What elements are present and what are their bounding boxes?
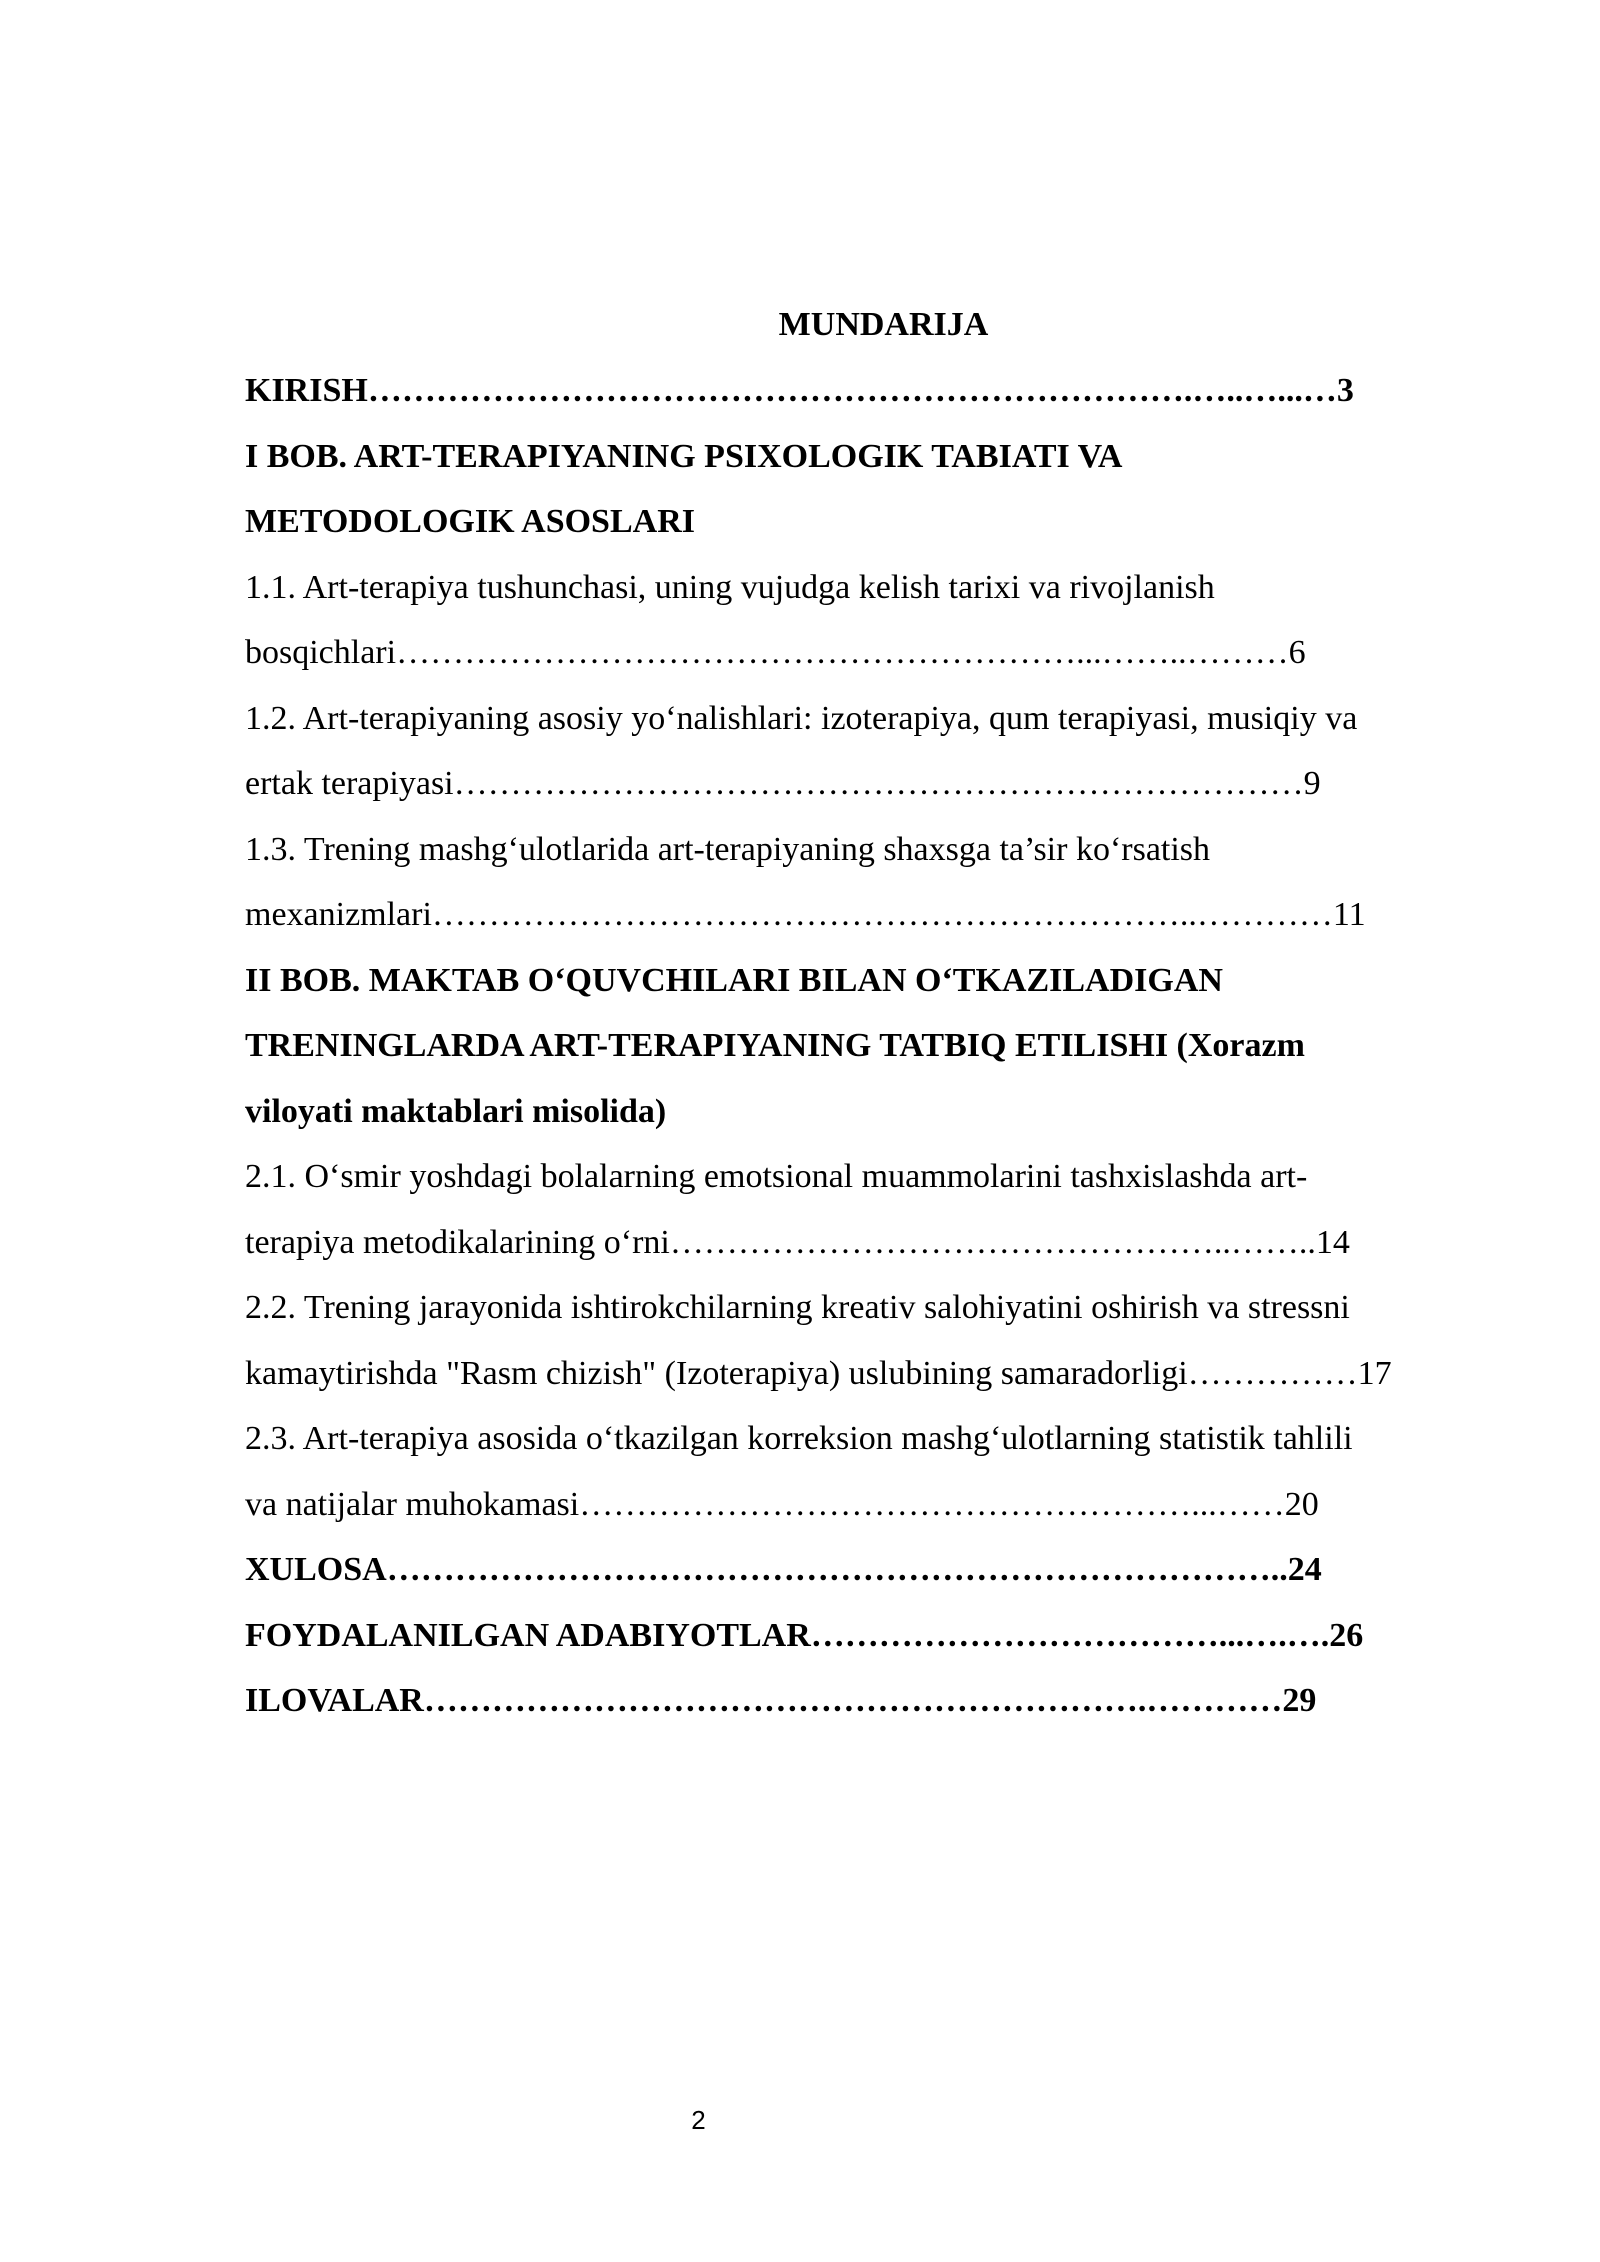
toc-line: 2.3. Art-terapiya asosida o‘tkazilgan korreksion mashg‘ulotlarning statistik tahlili xyxy=(245,1420,1353,1457)
toc-line: II BOB. MAKTAB O‘QUVCHILARI BILAN O‘TKAZILADIGAN xyxy=(245,961,1223,999)
table-of-contents xyxy=(245,366,1530,1742)
toc-line: 1.2. Art-terapiyaning asosiy yo‘nalishlari: izoterapiya, qum terapiyasi, musiqiy va xyxy=(245,699,1358,737)
page-number: 2 xyxy=(691,2105,706,2135)
page-title: MUNDARIJA xyxy=(778,306,989,343)
toc-line: bosqichlari……………………………………………………...……..………6 xyxy=(245,634,1306,671)
toc-line: kamaytirishda "Rasm chizish" (Izoterapiya) uslubining samaradorligi……………17 xyxy=(245,1354,1392,1392)
toc-line: I BOB. ART-TERAPIYANING PSIXOLOGIK TABIATI VA xyxy=(245,437,1123,475)
toc-line: 1.3. Trening mashg‘ulotlarida art-terapiyaning shaxsga ta’sir ko‘rsatish xyxy=(245,830,1211,868)
toc-line: TRENINGLARDA ART-TERAPIYANING TATBIQ ETILISHI (Xorazm xyxy=(245,1027,1305,1064)
toc-line: 2.1. O‘smir yoshdagi bolalarning emotsional muammolarini tashxislashda art- xyxy=(245,1158,1308,1195)
toc-line: 2.2. Trening jarayonida ishtirokchilarning kreativ salohiyatini oshirish va stressni xyxy=(245,1289,1350,1326)
toc-line: KIRISH……………………………………………………………….…..…...…3 xyxy=(245,372,1354,409)
toc-line: viloyati maktablari misolida) xyxy=(245,1092,667,1130)
toc-line: METODOLOGIK ASOSLARI xyxy=(245,503,695,540)
toc-line: FOYDALANILGAN ADABIYOTLAR………………………………...….….26 xyxy=(245,1616,1364,1654)
toc-line: terapiya metodikalarining o‘rni…………………………………………..……..14 xyxy=(245,1223,1350,1261)
toc-line: ILOVALAR……………………………………………………….…………29 xyxy=(245,1682,1317,1719)
toc-line: va natijalar muhokamasi………………………………………………...……20 xyxy=(245,1485,1319,1523)
toc-line: 1.1. Art-terapiya tushunchasi, uning vujudga kelish tarixi va rivojlanish xyxy=(245,568,1215,606)
toc-line: ertak terapiyasi…………………………………………………………………9 xyxy=(245,765,1321,802)
toc-line: mexanizmlari…………………………………………………………..…………11 xyxy=(245,896,1366,933)
toc-line: XULOSA……………………………………………………………………..24 xyxy=(245,1551,1322,1588)
